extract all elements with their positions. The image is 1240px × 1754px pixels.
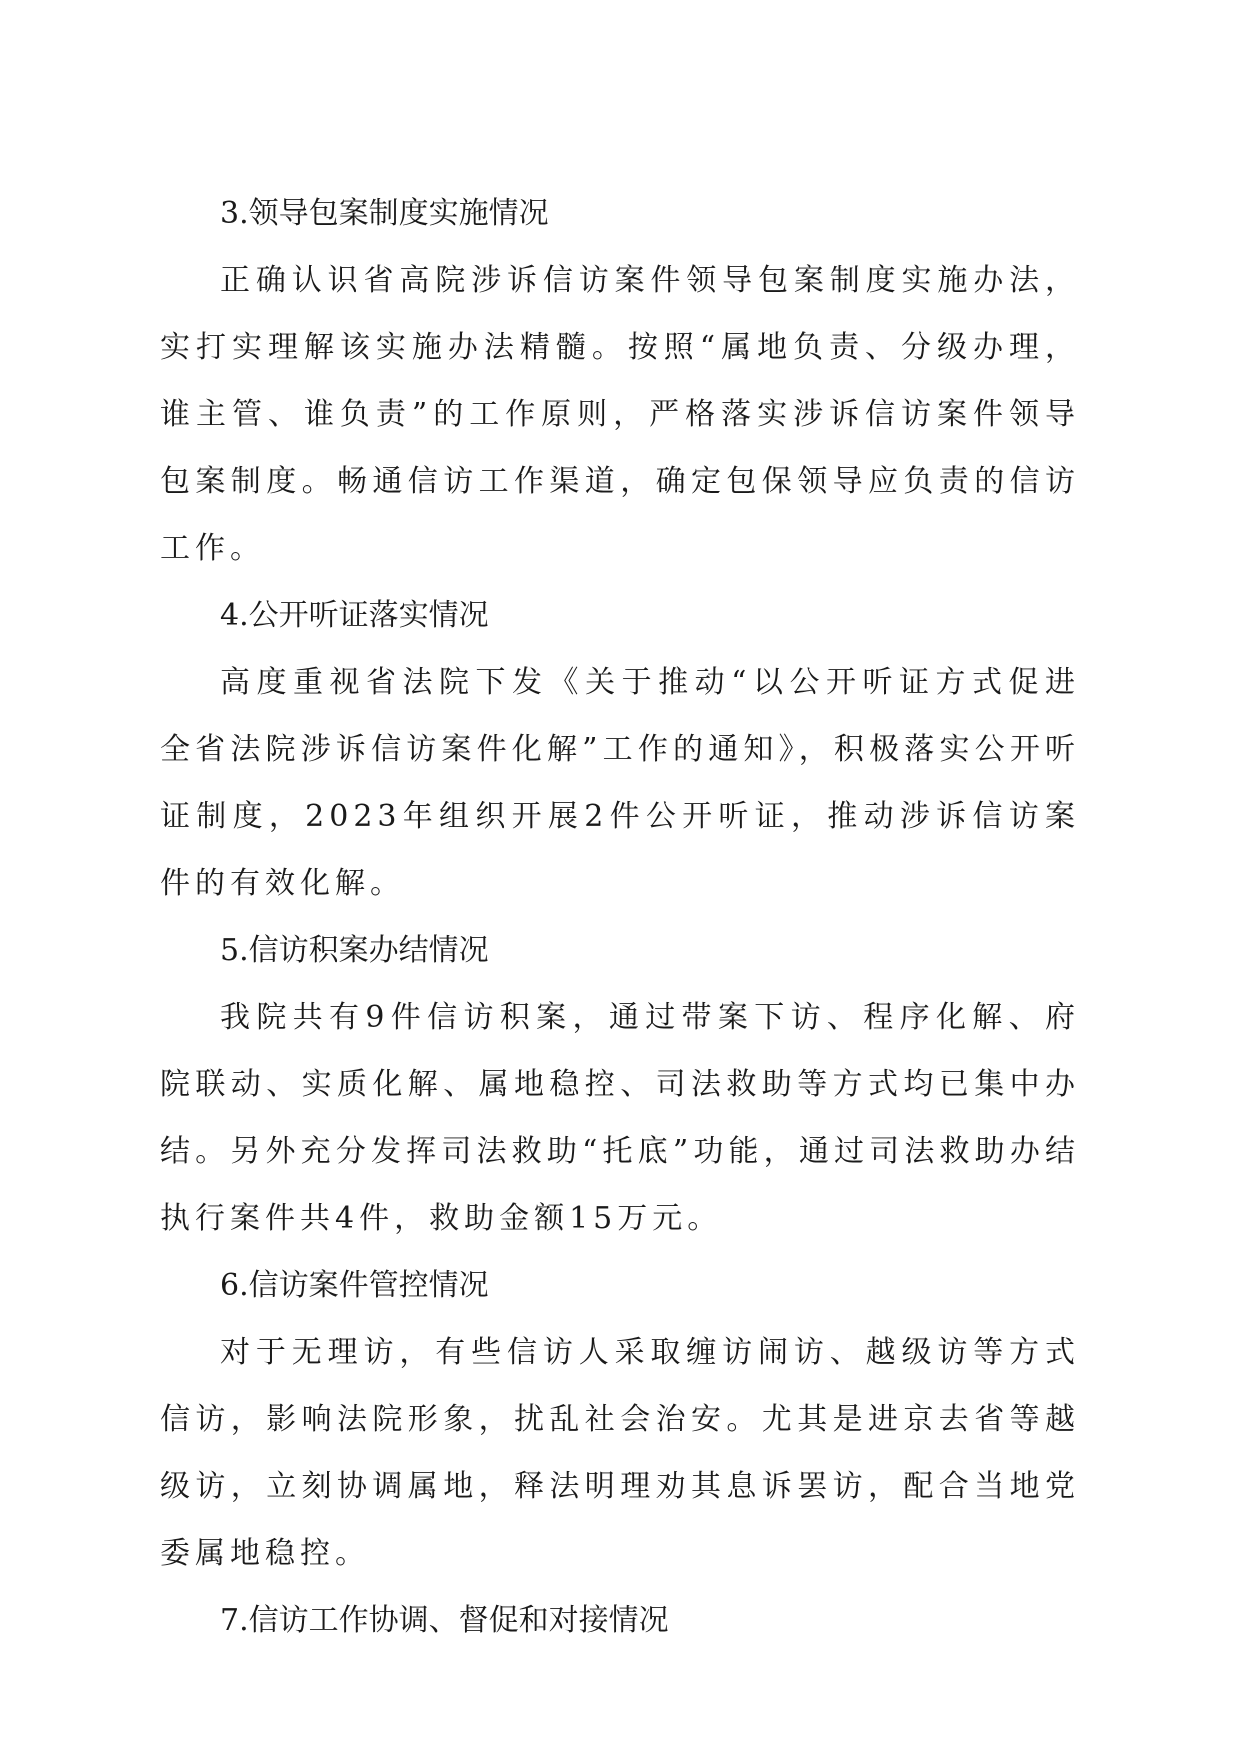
section-heading-3: 3.领导包案制度实施情况 bbox=[220, 196, 549, 231]
section-body-3: 正确认识省高院涉诉信访案件领导包案制度实施办法，实打实理解该实施办法精髓。按照“属地负责、分级办理，谁主管、谁负责”的工作原则，严格落实涉诉信访案件领导包案制度。畅通信访工作渠道，确定包保领导应负责的信访工作。 bbox=[160, 263, 1080, 566]
section-heading-5: 5.信访积案办结情况 bbox=[220, 933, 489, 968]
section-heading-4: 4.公开听证落实情况 bbox=[220, 598, 489, 633]
section-body-6: 对于无理访，有些信访人采取缠访闹访、越级访等方式信访，影响法院形象，扰乱社会治安。尤其是进京去省等越级访，立刻协调属地，释法明理劝其息诉罢访，配合当地党委属地稳控。 bbox=[160, 1335, 1080, 1571]
section-body-5: 我院共有9件信访积案，通过带案下访、程序化解、府院联动、实质化解、属地稳控、司法救助等方式均已集中办结。另外充分发挥司法救助“托底”功能，通过司法救助办结执行案件共4件，救助金额15万元。 bbox=[160, 1000, 1080, 1236]
section-heading-6: 6.信访案件管控情况 bbox=[220, 1268, 489, 1303]
section-body-4: 高度重视省法院下发《关于推动“以公开听证方式促进全省法院涉诉信访案件化解”工作的通知》，积极落实公开听证制度，2023年组织开展2件公开听证，推动涉诉信访案件的有效化解。 bbox=[160, 665, 1080, 901]
section-heading-7: 7.信访工作协调、督促和对接情况 bbox=[220, 1603, 669, 1638]
document-page bbox=[160, 180, 1080, 1654]
